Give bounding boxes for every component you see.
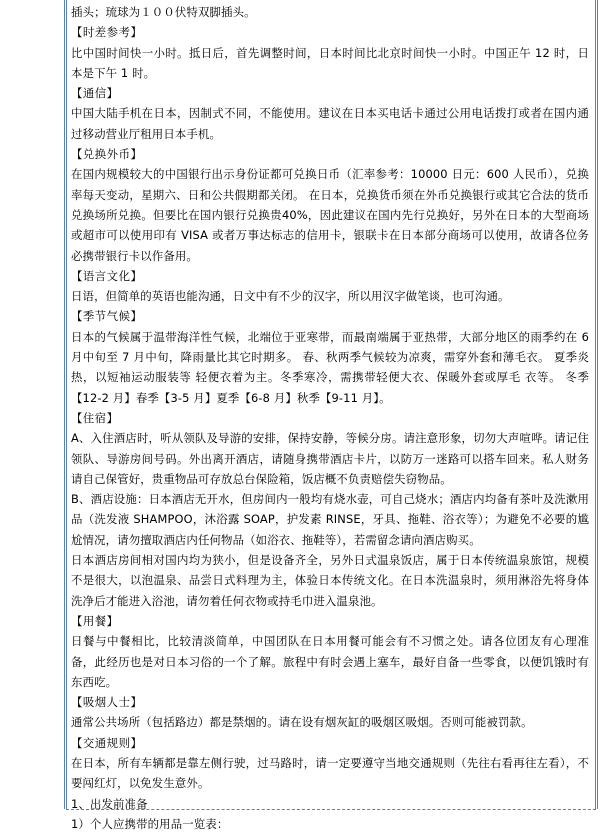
time-difference-text: 比中国时间快一小时。抵日后，首先调整时间，日本时间比北京时间快一小时。中国正午 12 时，日本是下午 1 时。 <box>71 45 589 80</box>
climate-heading: 【季节气候】 <box>71 309 143 324</box>
dining-text: 日餐与中餐相比，比较清淡简单，中国团队在日本用餐可能会有不习惯之处。请各位团友有心理准备，此经历也是对日本习俗的一个了解。旅程中有时会遇上塞车，最好自备一些零食，以便饥饿时有东西吃。 <box>71 634 589 689</box>
traffic-rules-text: 在日本，所有车辆都是靠左侧行驶，过马路时，请一定要遵守当地交通规则（先往右看再往左看），不要闯红灯，以免发生意外。 <box>71 755 589 791</box>
preparation-heading: 1、出发前准备 <box>71 796 148 811</box>
language-culture-text: 日语，但简单的英语也能沟通，日文中有不少的汉字，所以用汉字做笔谈，也可沟通。 <box>71 289 510 304</box>
smoking-heading: 【吸烟人士】 <box>71 695 143 710</box>
language-culture-heading: 【语言文化】 <box>71 268 143 283</box>
currency-exchange-text: 在国内规模较大的中国银行出示身份证都可兑换日币（汇率参考：10000 日元：600 人民币），兑换率每天变动，星期六、日和公共假期都关闭。 在日本，兑换货币须在外币兑换银行或其它合法的货币兑换场所兑换。但要比在国内银行兑换贵40%，因此建议在国内先行兑换好，另外在日本的大型商场或超市可以使用印有 VISA 或者万事达标志的信用卡，银联卡在日本部分商场可以使用，故请各位务必携带银行卡以作备用。 <box>71 167 589 263</box>
document-content <box>71 2 589 834</box>
currency-exchange-heading: 【兑换外币】 <box>71 147 143 162</box>
communication-text: 中国大陆手机在日本，因制式不同，不能使用。建议在日本买电话卡通过公用电话拨打或者在国内通过移动营业厅租用日本手机。 <box>71 106 589 141</box>
traffic-rules-heading: 【交通规则】 <box>71 735 143 750</box>
personal-items-heading: 1）个人应携带的用品一览表： <box>71 816 229 831</box>
dining-heading: 【用餐】 <box>71 613 119 628</box>
climate-text: 日本的气候属于温带海洋性气候，北端位于亚寒带，而最南端属于亚热带，大部分地区的雨季约在 6 月中旬至 7 月中旬，降雨量比其它时期多。 春、秋两季气候较为凉爽，需穿外套和薄毛衣。 夏季炎热，以短袖运动服装等 轻便衣着为主。冬季寒冷，需携带轻便大衣、保暖外套或厚毛 衣等。 冬季【12-2 月】春季【3-5 月】夏季【6-8 月】秋季【9-11 月】。 <box>71 329 589 405</box>
time-difference-heading: 【时差参考】 <box>71 25 143 40</box>
accommodation-text-c: 日本酒店房间相对国内均为狭小，但是设备齐全，另外日式温泉饭店，属于日本传统温泉旅馆，规模不是很大，以泡温泉、品尝日式料理为主，体验日本传统文化。在日本洗温泉时，须用淋浴先将身体洗净后才能进入浴池，请勿着任何衣物或持毛巾进入温泉池。 <box>71 553 589 608</box>
accommodation-text-a: A、入住酒店时，听从领队及导游的安排，保持安静，等候分房。请注意形象，切勿大声喧哗。请记住领队、导游房间号码。外出离开酒店，请随身携带酒店卡片，以防万一迷路可以搭车回来。私人财务请自己保管好，贵重物品可存放总台保险箱，饭店概不负责赔偿失窃物品。 <box>71 431 589 486</box>
accommodation-text-b: B、酒店设施：日本酒店无开水，但房间内一般均有烧水壶，可自己烧水；酒店内均备有茶叶及洗漱用品（洗发液 SHAMPOO，沐浴露 SOAP，护发素 RINSE，牙具、拖鞋、浴衣等）；为避免不必要的尴尬情况，请勿擅取酒店内任何物品（如浴衣、拖鞋等），若需留念请向酒店购买。 <box>71 492 589 547</box>
communication-heading: 【通信】 <box>71 86 119 101</box>
accommodation-heading: 【住宿】 <box>71 410 119 425</box>
power-plug-text: 插头；琉球为１００伏特双脚插头。 <box>71 5 256 19</box>
smoking-text: 通常公共场所（包括路边）都是禁烟的。请在设有烟灰缸的吸烟区吸烟。否则可能被罚款。 <box>71 715 533 730</box>
